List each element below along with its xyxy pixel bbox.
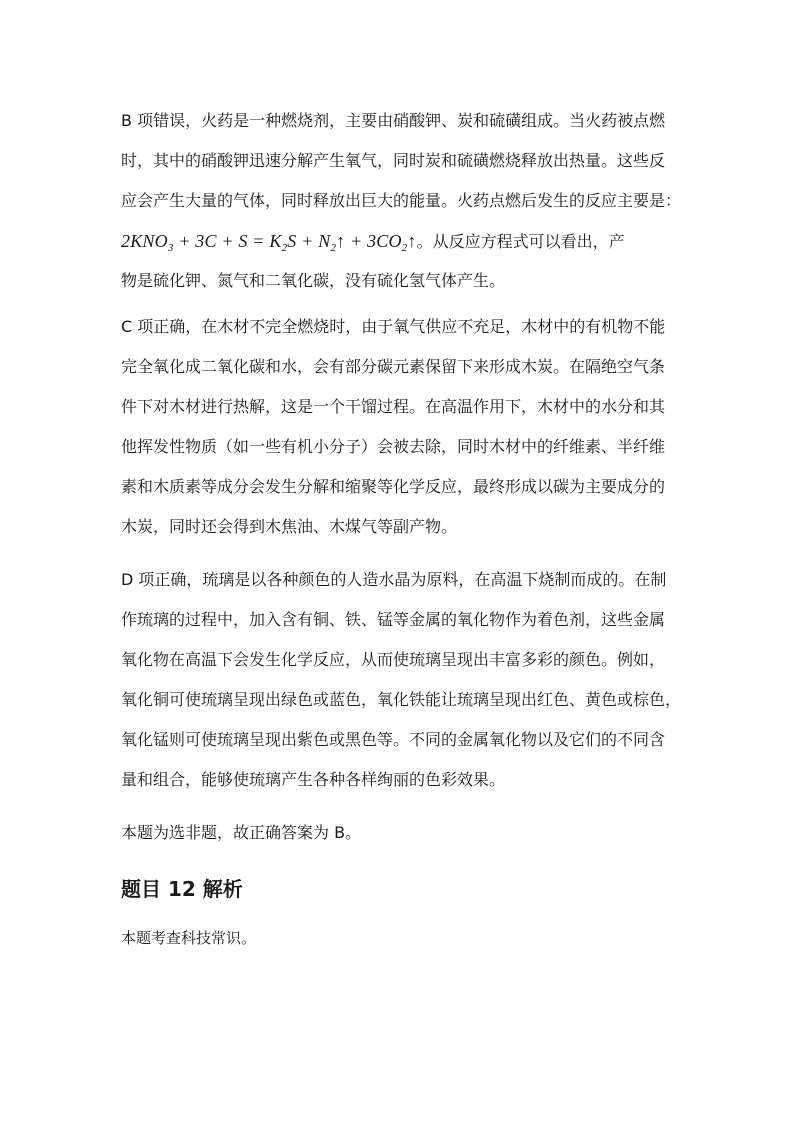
text-line: 时，其中的硝酸钾迅速分解产生氧气，同时炭和硫磺燃烧释放出热量。这些反 xyxy=(121,151,666,170)
text-line: 氧化物在高温下会发生化学反应，从而使琉璃呈现出丰富多彩的颜色。例如， xyxy=(121,650,666,669)
text-line: 应会产生大量的气体，同时释放出巨大的能量。火药点燃后发生的反应主要是： xyxy=(121,191,682,210)
text-line: 素和木质素等成分会发生分解和缩聚等化学反应，最终形成以碳为主要成分的 xyxy=(121,477,666,496)
text-line: 氧化锰则可使琉璃呈现出紫色或黑色等。不同的金属氧化物以及它们的不同含 xyxy=(121,730,666,749)
text-line: 木炭，同时还会得到木焦油、木煤气等副产物。 xyxy=(121,517,458,536)
text-line: 他挥发性物质（如一些有机小分子）会被去除，同时木材中的纤维素、半纤维 xyxy=(121,437,666,456)
section-heading: 题目 12 解析 xyxy=(121,877,243,901)
paragraph-option-d xyxy=(121,560,691,800)
intro-text: 本题考查科技常识。 xyxy=(121,929,257,947)
equation-line xyxy=(121,221,691,261)
paragraph-option-c xyxy=(121,307,691,547)
paragraph-conclusion xyxy=(121,813,691,853)
text-line: 作琉璃的过程中，加入含有铜、铁、锰等金属的氧化物作为着色剂，这些金属 xyxy=(121,610,666,629)
text-line: 物是硫化钾、氮气和二氧化碳，没有硫化氢气体产生。 xyxy=(121,271,506,290)
text-line: 量和组合，能够使琉璃产生各种各样绚丽的色彩效果。 xyxy=(121,770,506,789)
chemical-equation: $2KNO_3 + 3C + S = K_2S$ + $N_2↑$ + $3CO_2↑$ xyxy=(121,231,417,254)
equation-followup-text: 。从反应方程式可以看出，产 xyxy=(416,232,625,251)
text-line: 氧化铜可使琉璃呈现出绿色或蓝色，氧化铁能让琉璃呈现出红色、黄色或棕色， xyxy=(121,690,682,709)
conclusion-text: 本题为选非题，故正确答案为 B。 xyxy=(121,823,362,842)
paragraph-option-b xyxy=(121,101,691,301)
text-line: 件下对木材进行热解，这是一个干馏过程。在高温作用下，木材中的水分和其 xyxy=(121,397,666,416)
text-line: B 项错误，火药是一种燃烧剂，主要由硝酸钾、炭和硫磺组成。当火药被点燃 xyxy=(121,111,666,130)
text-line: C 项正确，在木材不完全燃烧时，由于氧气供应不充足，木材中的有机物不能 xyxy=(121,317,666,336)
text-line: D 项正确，琉璃是以各种颜色的人造水晶为原料，在高温下烧制而成的。在制 xyxy=(121,570,667,589)
text-line: 完全氧化成二氧化碳和水，会有部分碳元素保留下来形成木炭。在隔绝空气条 xyxy=(121,357,666,376)
